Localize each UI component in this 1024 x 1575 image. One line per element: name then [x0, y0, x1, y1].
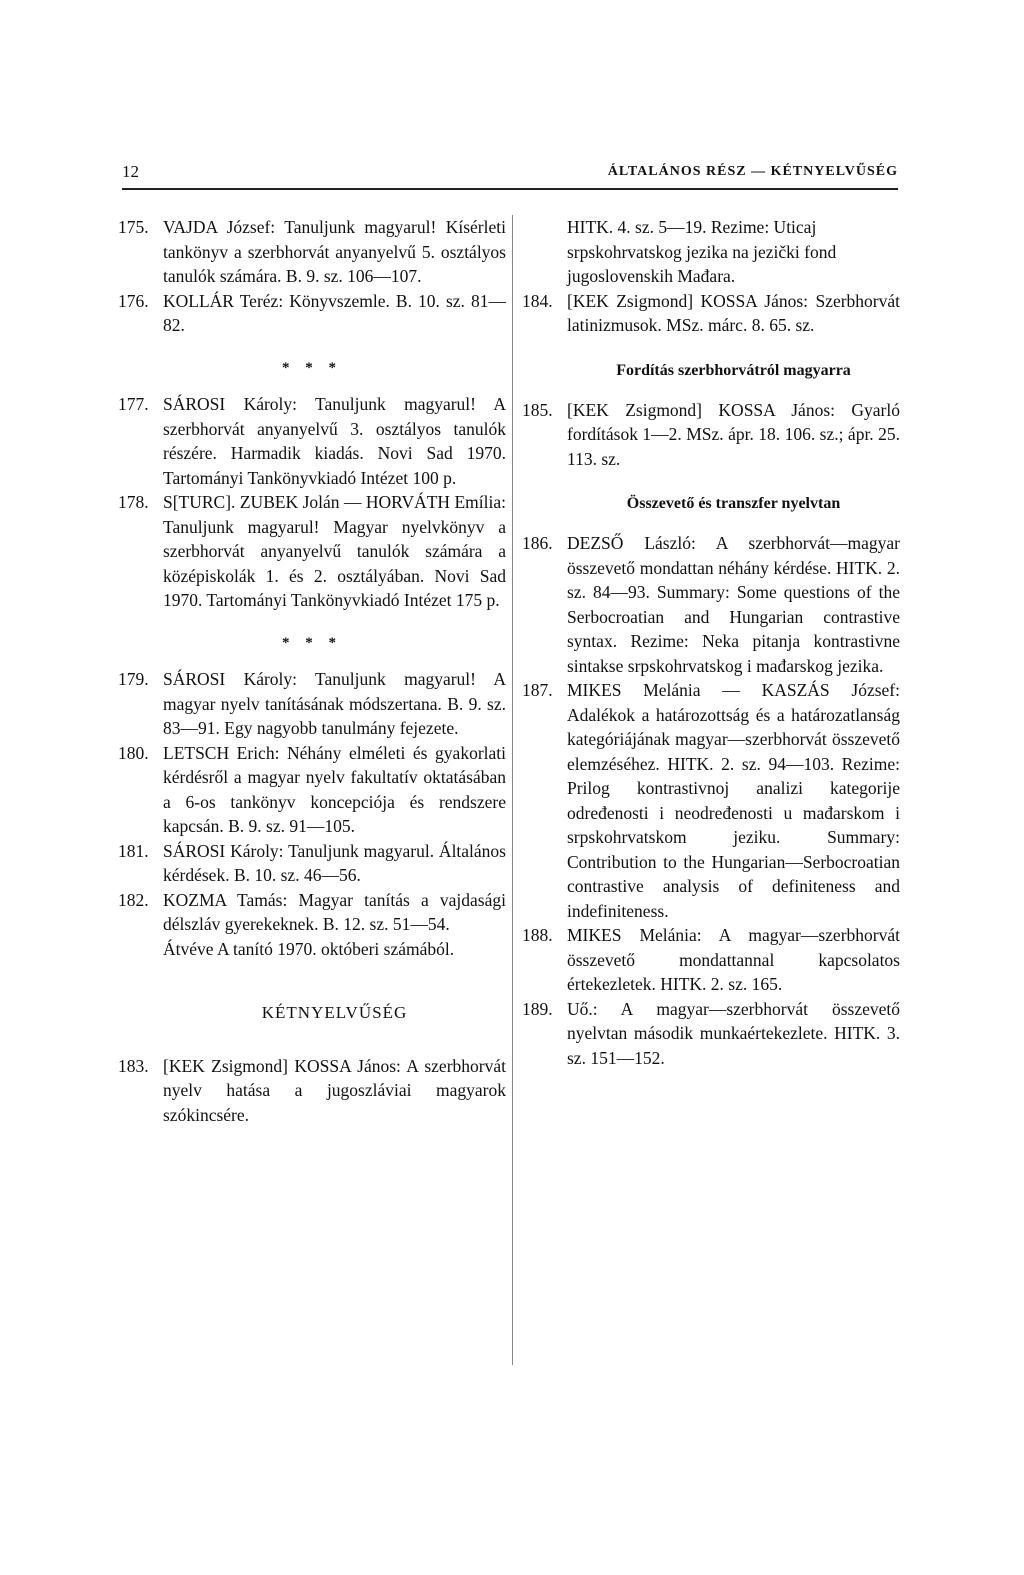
entry-187: [522, 678, 900, 923]
entry-176: [118, 289, 506, 338]
entry-number: 180.: [118, 742, 149, 763]
spacer: [522, 338, 900, 352]
entry-number: 189.: [522, 998, 553, 1019]
entry-183-continuation: HITK. 4. sz. 5—19. Rezime: Uticaj srpskohrvatskog jezika na jezički fond jugoslovenskih Mađara.: [567, 217, 837, 286]
entry-number: 184.: [522, 290, 553, 311]
left-column: [118, 215, 506, 1127]
entry-text: [KEK Zsigmond] KOSSA János: Gyarló fordítások 1—2. MSz. ápr. 18. 106. sz.; ápr. 25. 113. sz.: [567, 399, 900, 469]
entry-text: [KEK Zsigmond] KOSSA János: Szerbhorvát latinizmusok. MSz. márc. 8. 65. sz.: [567, 290, 900, 335]
entry-number: 183.: [118, 1055, 149, 1076]
entry-text: MIKES Melánia — KASZÁS József: Adalékok a határozottság és a határozatlanság kategóriájának magyar—szerbhorvát összevető elemzéséhez. HITK. 2. sz. 94—103. Rezime: Prilog kontrastivnoj analizi kategorije određenosti i neodređenosti u mađarskom i srpskohrvatskom jeziku. Summary: Contribution to the Hungarian—Serbocroatian contrastive analysis of definiteness and indefiniteness.: [567, 680, 900, 921]
entry-number: 187.: [522, 680, 553, 700]
subsection-heading: Összevető és transzfer nyelvtan: [626, 495, 841, 512]
entry-text: SÁROSI Károly: Tanuljunk magyarul! A magyar nyelv tanításának módszertana. B. 9. sz. 83—91. Egy nagyobb tanulmány fejezete.: [163, 669, 506, 738]
subsection-heading: Fordítás szerbhorvátról magyarra: [616, 361, 851, 379]
entry-186: [522, 531, 900, 678]
entry-182-note: Átvéve A tanító 1970. októberi számából.: [163, 938, 455, 959]
entry-text: [KEK Zsigmond] KOSSA János: A szerbhorvát nyelv hatása a jugoszláviai magyarok szókincsére.: [163, 1055, 506, 1125]
entry-text: DEZSŐ László: A szerbhorvát—magyar összevető mondattan néhány kérdése. HITK. 2. sz. 84—93. Summary: Some questions of the Serbocroatian and Hungarian contrastive syntax. Rezime: Neka pitanja kontrastivne sintakse srpskohrvatskog i mađarskog jezika.: [567, 533, 900, 676]
entry-number: 179.: [118, 669, 149, 689]
entry-number: 188.: [522, 925, 553, 945]
entry-188: [522, 923, 900, 997]
entry-text: Uő.: A magyar—szerbhorvát összevető nyelvtan második munkaértekezlete. HITK. 3. sz. 151—152.: [567, 998, 900, 1068]
entry-text: VAJDA József: Tanuljunk magyarul! Kísérleti tankönyv a szerbhorvát anyanyelvű 5. osztályos tanulók számára. B. 9. sz. 106—107.: [163, 217, 506, 286]
column-divider: [512, 215, 513, 1365]
entry-185: [522, 398, 900, 472]
entry-number: 181.: [118, 840, 149, 861]
entry-text: SÁROSI Károly: Tanuljunk magyarul. Általános kérdések. B. 10. sz. 46—56.: [163, 840, 506, 885]
entry-180: [118, 741, 506, 839]
entry-text: KOZMA Tamás: Magyar tanítás a vajdasági délszláv gyerekeknek. B. 12. sz. 51—54.: [163, 889, 506, 934]
entry-183: [118, 1054, 506, 1128]
page-header: [122, 162, 898, 190]
spacer: [522, 471, 900, 485]
entry-text: MIKES Melánia: A magyar—szerbhorvát összevető mondattannal kapcsolatos értekezletek. HITK. 2. sz. 165.: [567, 925, 900, 994]
entry-184: [522, 289, 900, 338]
entry-182: [118, 888, 506, 937]
entry-number: 176.: [118, 290, 149, 311]
right-column: [522, 215, 900, 1070]
entry-number: 177.: [118, 394, 149, 414]
entry-179: [118, 667, 506, 741]
entry-text: KOLLÁR Teréz: Könyvszemle. B. 10. sz. 81—82.: [163, 290, 506, 335]
entry-number: 175.: [118, 217, 149, 237]
separator-stars: * * *: [282, 359, 342, 376]
entry-text: S[TURC]. ZUBEK Jolán — HORVÁTH Emília: Tanuljunk magyarul! Magyar nyelvkönyv a szerbhorvát anyanyelvű tanulók számára a középiskolák 1. és 2. osztályában. Novi Sad 1970. Tartományi Tankönyvkiadó Intézet 175 p.: [163, 492, 506, 610]
running-head: ÁLTALÁNOS RÉSZ — KÉTNYELVŰSÉG: [607, 164, 898, 179]
entry-number: 186.: [522, 533, 553, 553]
entry-178: [118, 490, 506, 613]
section-title: KÉTNYELVŰSÉG: [261, 1003, 408, 1022]
entry-175: [118, 215, 506, 289]
entry-177: [118, 392, 506, 490]
entry-text: SÁROSI Károly: Tanuljunk magyarul! A szerbhorvát anyanyelvű 3. osztályos tanulók részére. Harmadik kiadás. Novi Sad 1970. Tartományi Tankönyvkiadó Intézet 100 p.: [163, 394, 506, 488]
entry-number: 185.: [522, 399, 553, 420]
entry-text: LETSCH Erich: Néhány elméleti és gyakorlati kérdésről a magyar nyelv fakultatív oktatásában a 6-os tankönyv koncepciója és rendszere kapcsán. B. 9. sz. 91—105.: [163, 742, 506, 836]
page-number: 12: [122, 162, 139, 181]
entry-number: 182.: [118, 889, 149, 910]
entry-number: 178.: [118, 492, 149, 512]
entry-189: [522, 997, 900, 1071]
entry-181: [118, 839, 506, 888]
separator-stars: * * *: [282, 634, 342, 651]
